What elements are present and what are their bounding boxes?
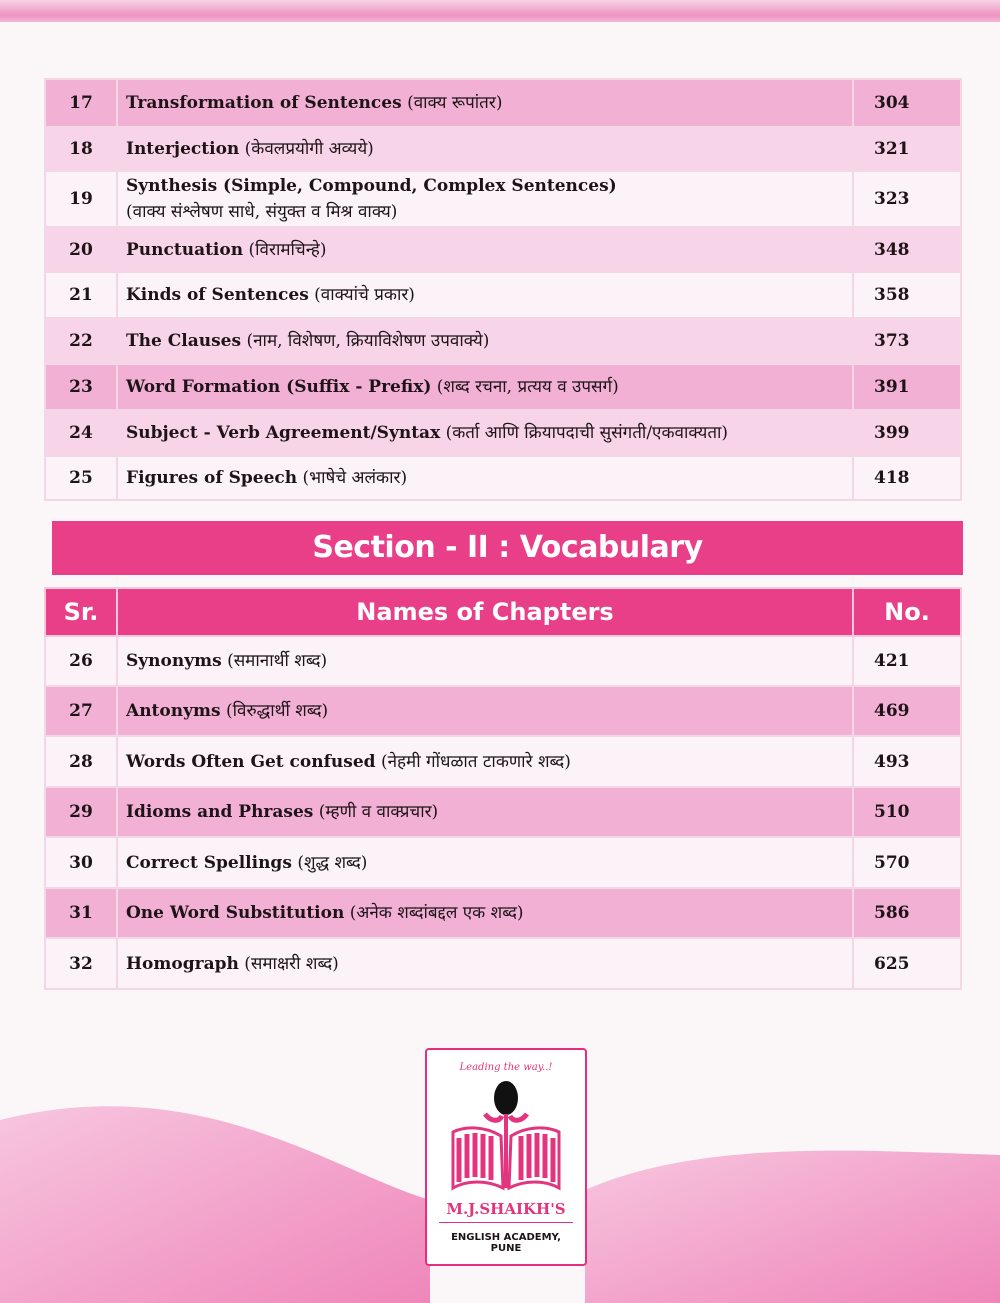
page-number: 304 — [853, 79, 961, 127]
chapter-title-marathi: (भाषेचे अलंकार) — [302, 468, 408, 488]
table-row — [45, 686, 961, 736]
logo-name: M.J.SHAIKH'S — [446, 1200, 566, 1218]
chapter-title-marathi: (वाक्यांचे प्रकार) — [314, 285, 415, 305]
chapter-number: 32 — [45, 938, 117, 989]
chapter-title-english: Idioms and Phrases — [126, 802, 314, 822]
chapter-title-english: Synthesis (Simple, Compound, Complex Sentences) — [126, 176, 617, 196]
page-number: 421 — [853, 636, 961, 686]
logo-subtitle: ENGLISH ACADEMY, PUNE — [451, 1232, 561, 1254]
chapter-title — [117, 736, 853, 787]
table-row — [45, 636, 961, 686]
chapter-title-marathi: (समानार्थी शब्द) — [227, 651, 328, 671]
chapter-title-marathi: (समाक्षरी शब्द) — [244, 953, 339, 974]
chapter-title-marathi: (अनेक शब्दांबद्दल एक शब्द) — [349, 903, 524, 923]
top-decorative-band — [0, 0, 1000, 22]
chapter-title-english: One Word Substitution — [126, 903, 345, 923]
chapter-number: 19 — [45, 171, 117, 227]
chapter-title-marathi: (वाक्य संश्लेषण साधे, संयुक्त व मिश्र वाक्य) — [126, 202, 398, 222]
chapter-number: 20 — [45, 227, 117, 272]
chapter-title-marathi: (विरुद्धार्थी शब्द) — [225, 701, 329, 721]
chapter-title — [117, 364, 853, 410]
table-row — [45, 171, 961, 227]
column-header-no: No. — [853, 588, 961, 636]
chapter-title — [117, 227, 853, 272]
chapter-title-english: Antonyms — [126, 701, 221, 721]
chapter-title-marathi: (वाक्य रूपांतर) — [407, 93, 503, 113]
chapter-number: 22 — [45, 318, 117, 364]
table-row — [45, 127, 961, 171]
page-number: 510 — [853, 787, 961, 837]
chapter-title-english: Correct Spellings — [126, 852, 292, 873]
chapter-number: 26 — [45, 636, 117, 686]
table-row — [45, 736, 961, 787]
page-number: 391 — [853, 364, 961, 410]
table-row — [45, 79, 961, 127]
chapter-number: 25 — [45, 456, 117, 500]
chapter-title-english: Homograph — [126, 953, 239, 974]
page-number: 399 — [853, 410, 961, 456]
page-number: 586 — [853, 888, 961, 938]
page-number: 493 — [853, 736, 961, 787]
table-row — [45, 318, 961, 364]
page-number: 321 — [853, 127, 961, 171]
chapter-title-english: Interjection — [126, 139, 240, 159]
column-header-sr: Sr. — [45, 588, 117, 636]
chapter-title-marathi: (म्हणी व वाक्प्रचार) — [318, 802, 439, 822]
chapter-title-marathi: (कर्ता आणि क्रियापदाची सुसंगती/एकवाक्यता) — [445, 423, 729, 443]
table-row — [45, 410, 961, 456]
table-row — [45, 364, 961, 410]
chapter-title — [117, 171, 853, 227]
chapter-title — [117, 938, 853, 989]
chapter-title — [117, 456, 853, 500]
page-number: 570 — [853, 837, 961, 888]
chapter-number: 23 — [45, 364, 117, 410]
chapter-title — [117, 318, 853, 364]
chapter-title — [117, 787, 853, 837]
chapter-title — [117, 888, 853, 938]
page-number: 625 — [853, 938, 961, 989]
chapter-title-english: Kinds of Sentences — [126, 285, 309, 305]
chapter-title-english: The Clauses — [126, 331, 242, 351]
chapter-title-marathi: (नाम, विशेषण, क्रियाविशेषण उपवाक्ये) — [246, 331, 490, 351]
chapter-title — [117, 837, 853, 888]
chapter-title — [117, 686, 853, 736]
chapter-title — [117, 410, 853, 456]
logo-divider — [439, 1222, 573, 1223]
chapter-number: 21 — [45, 272, 117, 318]
chapter-title-english: Synonyms — [126, 651, 222, 671]
table-row — [45, 272, 961, 318]
chapter-title-english: Words Often Get confused — [126, 751, 376, 772]
chapter-title — [117, 636, 853, 686]
chapter-title-marathi: (शुद्ध शब्द) — [297, 852, 368, 873]
table-row — [45, 888, 961, 938]
table-header-row — [45, 588, 961, 636]
page-number: 418 — [853, 456, 961, 500]
column-header-title: Names of Chapters — [117, 588, 853, 636]
page-number: 373 — [853, 318, 961, 364]
chapter-title-marathi: (केवलप्रयोगी अव्यये) — [244, 139, 374, 159]
chapter-number: 18 — [45, 127, 117, 171]
chapter-number: 27 — [45, 686, 117, 736]
chapter-number: 31 — [45, 888, 117, 938]
table-row — [45, 456, 961, 500]
page-number: 358 — [853, 272, 961, 318]
chapter-title — [117, 79, 853, 127]
table-row — [45, 837, 961, 888]
chapter-number: 24 — [45, 410, 117, 456]
page-number: 348 — [853, 227, 961, 272]
chapter-number: 30 — [45, 837, 117, 888]
chapter-title-english: Word Formation (Suffix - Prefix) — [126, 377, 432, 397]
logo-tagline: Leading the way..! — [459, 1062, 553, 1073]
chapter-title-marathi: (नेहमी गोंधळात टाकणारे शब्द) — [380, 751, 571, 772]
table-row — [45, 227, 961, 272]
chapter-title — [117, 272, 853, 318]
chapter-title — [117, 127, 853, 171]
chapters-table-section-1 — [44, 78, 962, 501]
publisher-logo — [425, 1048, 587, 1266]
chapter-title-english: Figures of Speech — [126, 468, 298, 488]
chapter-title-marathi: (शब्द रचना, प्रत्यय व उपसर्ग) — [436, 377, 619, 397]
chapter-title-english: Subject - Verb Agreement/Syntax — [126, 423, 441, 443]
chapter-title-english: Punctuation — [126, 239, 244, 260]
table-row — [45, 938, 961, 989]
page-number: 323 — [853, 171, 961, 227]
section-heading: Section - II : Vocabulary — [52, 521, 963, 575]
chapters-table-section-2 — [44, 587, 962, 990]
chapter-number: 28 — [45, 736, 117, 787]
chapter-title-english: Transformation of Sentences — [126, 93, 402, 113]
table-row — [45, 787, 961, 837]
chapter-number: 29 — [45, 787, 117, 837]
chapter-number: 17 — [45, 79, 117, 127]
chapter-title-marathi: (विरामचिन्हे) — [248, 239, 327, 260]
open-book-icon — [445, 1078, 567, 1196]
page-number: 469 — [853, 686, 961, 736]
